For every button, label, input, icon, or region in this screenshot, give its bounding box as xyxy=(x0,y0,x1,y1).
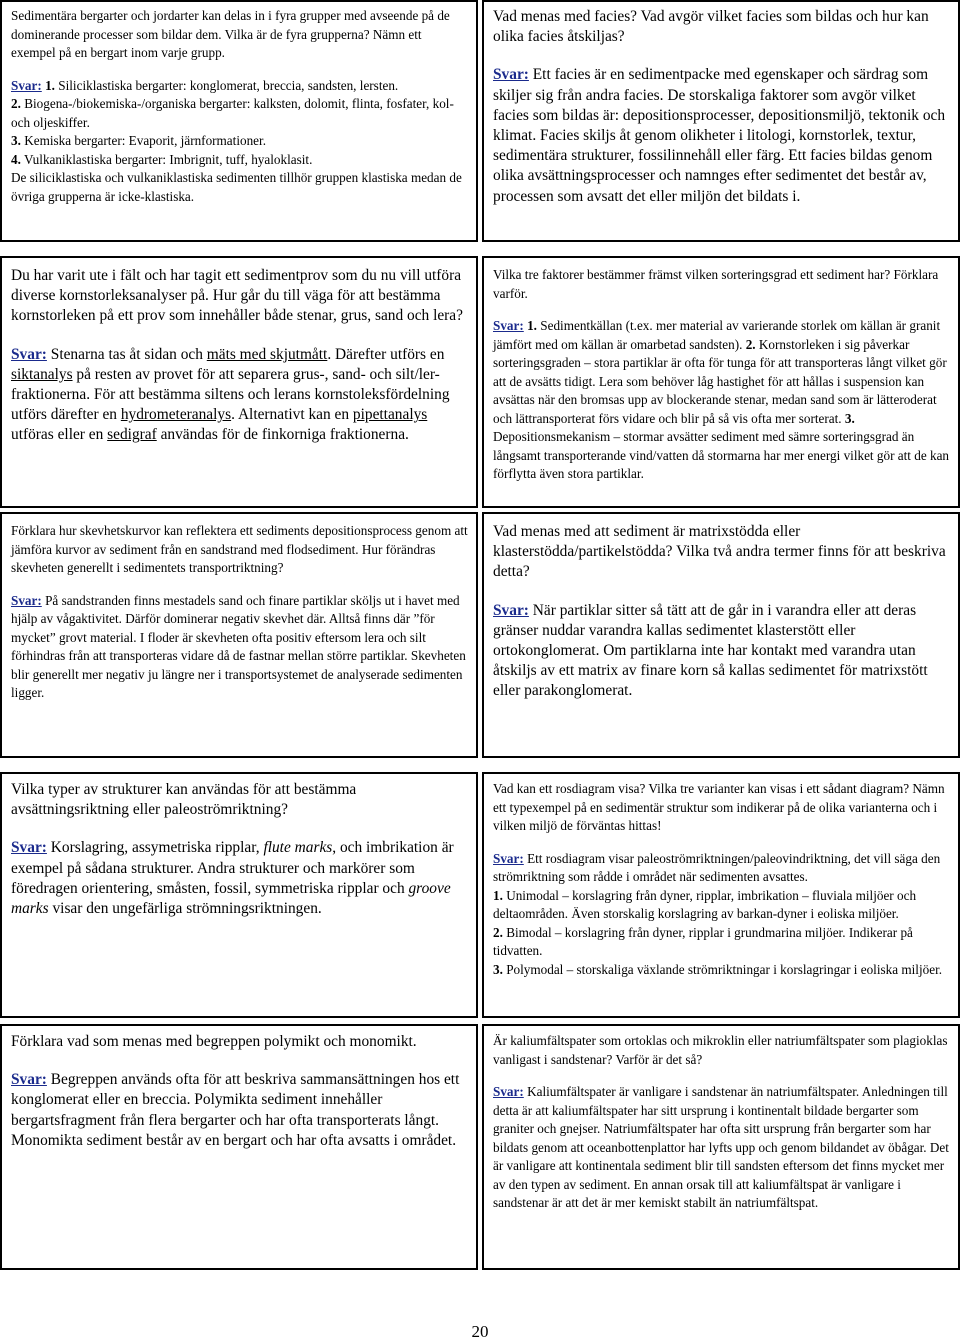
card-polymict-monomict xyxy=(0,1024,478,1270)
answer-text: Svar: Ett rosdiagram visar paleoströmriktningen/paleovindriktning, det vill säga den strömriktning som rådde i området när sedimenten avsattes. xyxy=(493,850,941,884)
answer-text: Svar: 1. Sedimentkällan (t.ex. mer material av varierande storlek om källan är granit jämfört med om källan är omarbetad sandsten). 2. Kornstorleken i sig påverkar sorteringsgraden – stora partiklar är ofta för tunga för att transporteras långt vilket gör att de avsätts tidigt. Lera som behöver låg hastighet för att hållas i suspension kan avsättas när den bromsas upp av blockerande stenar, medan sand som är lätteroderat och lättransporterat förs vidare och blir på så vis ofta mer sorterat. 3. Depositionsmekanism – stormar avsätter sediment med sämre sorteringsgrad än långsamt transporterande vind/vatten då stormarna har mer energi vilket gör att de kan förflytta även stora partiklar. xyxy=(493,318,950,481)
answer-item: 1. Unimodal – korslagring från dyner, ripplar, imbrikation – fluviala miljöer och deltaområden. Även storskalig korslagring av barkan-dyner i eoliska miljöer. xyxy=(493,887,917,921)
question-text: Är kaliumfältspater som ortoklas och mikroklin eller natriumfältspater som plagioklas vanligast i sandstenar? Varför är det så? xyxy=(493,1033,948,1067)
answer-text: Svar: Kaliumfältspater är vanligare i sandstenar än natriumfältspater. Anledningen till detta är att kaliumfältspater har sitt ursprung i kontinentalt bildade bergarter som graniter och gnejser. Natriumfältspater har ofta sitt ursprung från bergarter som har bildats genom att oceanbottenplattor har lyfts upp och genom bildandet av öbågar. Det är vanligare att kontinentala sediment blir till sandsten eftersom det finns mycket mer av den typen av sediment. En annan orsak till att kaliumfältspat är vanligare i sandstenar är att det är mer kemiskt stabilt än natriumfältspat. xyxy=(493,1084,949,1210)
answer-item: 3. Polymodal – storskaliga växlande strömriktningar i korslagringar i eoliska miljöer. xyxy=(493,961,943,977)
answer-text: Svar: Ett facies är en sedimentpacke med egenskaper och särdrag som skiljer sig från andra facies. De storskaliga faktorer som avgör vilket facies som bildas är: depositionsprocesser, depositionsmiljö, tektonik och klimat. Facies skiljs åt genom olikheter i litologi, kornstorlek, textur, sedimentära strukturer, fossilinnehåll eller färg. Ett facies bildas genom olika avsättningsprocesser och namnges efter sedimentet det består av, processen som avsatt det eller miljön det bildats i. xyxy=(493,66,946,205)
svar-label: Svar: xyxy=(493,66,529,84)
svar-label: Svar: xyxy=(11,839,47,857)
svar-label: Svar: xyxy=(11,345,47,363)
answer-text: Svar: På sandstranden finns mestadels sand och finare partiklar sköljs ut i havet med hjälp av vågaktivitet. Därför dominerar negativ skevhet där. Alltså finns där ”för mycket” grovt material. I floder är skevheten ofta positiv eftersom lera och silt förhindras från att transporteras vidare då de fastnar mellan större partiklar. Skevheten blir generellt mer negativ ju längre ner i transportsystemet de analyserade sedimenten ligger. xyxy=(11,592,466,700)
page-number: 20 xyxy=(471,1322,489,1341)
question-text: Förklara vad som menas med begreppen polymikt och monomikt. xyxy=(11,1033,417,1050)
answer-text: Svar: Korslagring, assymetriska ripplar, flute marks, och imbrikation är exempel på sådana strukturer. Andra strukturer och markörer som föredragen orientering, småsten, fossil, symmetriska ripplar och groove marks visar den ungefärliga strömningsriktningen. xyxy=(11,839,454,918)
card-rose-diagram xyxy=(482,772,960,1018)
answer-tail: De siliciklastiska och vulkaniklastiska sedimenten tillhör gruppen klastiska medan de övriga grupperna är icke-klastiska. xyxy=(11,170,462,204)
card-rock-groups xyxy=(0,0,478,242)
card-feldspar xyxy=(482,1024,960,1270)
answer-text: Svar: Stenarna tas åt sidan och mäts med skjutmått. Därefter utförs en siktanalys på resten av provet för att separera grus-, sand- och silt/ler-fraktionerna. För att bestämma siltens och lerans kornstoleksfördelning utförs därefter en hydrometeranalys. Alternativt kan en pipettanalys utföras eller en sedigraf användas för de finkorniga fraktionerna. xyxy=(11,345,450,444)
card-matrix-supported xyxy=(482,512,960,758)
card-sorting-factors xyxy=(482,256,960,508)
answer-item: 4. Vulkaniklastiska bergarter: Imbrignit, tuff, hyaloklasit. xyxy=(11,151,313,167)
svar-label: Svar: xyxy=(493,850,524,866)
question-text: Vilka typer av strukturer kan användas för att bestämma avsättningsriktning eller paleoströmriktning? xyxy=(11,781,357,819)
svar-label: Svar: xyxy=(11,592,42,608)
svar-label: Svar: xyxy=(11,77,42,93)
answer-item: 3. Kemiska bergarter: Evaporit, järnformationer. xyxy=(11,133,266,148)
answer-item: 2. Biogena-/biokemiska-/organiska bergarter: kalksten, dolomit, flinta, fosfater, kol- och oljeskiffer. xyxy=(11,96,454,130)
question-text: Vad menas med facies? Vad avgör vilket facies som bildas och hur kan olika facies åtskiljas? xyxy=(493,8,929,46)
answer-text: Svar: 1. Siliciklastiska bergarter: konglomerat, breccia, sandsten, lersten. xyxy=(11,77,399,93)
card-facies xyxy=(482,0,960,242)
answer-text: Svar: Begreppen används ofta för att beskriva sammansättningen hos ett konglomerat eller en breccia. Polymikta sediment innehåller bergartsfragment från flera bergarter och har ofta transporterats långt. Monomikta sediment består av en bergart och har ofta avsatts i området. xyxy=(11,1071,460,1149)
card-grain-size-analysis xyxy=(0,256,478,508)
svar-label: Svar: xyxy=(493,318,524,333)
svar-label: Svar: xyxy=(493,601,529,619)
card-skewness-curves xyxy=(0,512,478,758)
question-text: Du har varit ute i fält och har tagit ett sedimentprov som du nu vill utföra diverse kornstorleksanalyser på. Hur går du till väga för att bestämma kornstorleken på ett prov som innehåller både stenar, grus, sand och lera? xyxy=(11,267,463,325)
answer-item: 2. Bimodal – korslagring från dyner, ripplar i grundmarina miljöer. Indikerar på tidvatten. xyxy=(493,924,913,958)
svar-label: Svar: xyxy=(11,1071,47,1089)
card-flow-structures xyxy=(0,772,478,1018)
question-text: Sedimentära bergarter och jordarter kan delas in i fyra grupper med avseende på de dominerande processer som bildar dem. Vilka är de fyra grupperna? Nämn ett exempel på en bergart inom varje grupp. xyxy=(11,8,450,60)
svar-label: Svar: xyxy=(493,1084,524,1099)
question-text: Vilka tre faktorer bestämmer främst vilken sorteringsgrad ett sediment har? Förklara varför. xyxy=(493,267,939,301)
question-text: Vad menas med att sediment är matrixstödda eller klasterstödda/partikelstödda? Vilka två andra termer finns för att beskriva detta? xyxy=(493,523,946,581)
question-text: Förklara hur skevhetskurvor kan reflektera ett sediments depositionsprocess genom att jämföra kurvor av sediment från en sandstrand med flodsediment. Hur förändras skevheten generellt i sedimentets transportriktning? xyxy=(11,523,468,575)
question-text: Vad kan ett rosdiagram visa? Vilka tre varianter kan visas i ett sådant diagram? Nämn ett typexempel på en sedimentär struktur som indikerar på de olika varianterna och i vilken miljö de förväntas hittas! xyxy=(493,781,945,833)
answer-text: Svar: När partiklar sitter så tätt att de går in i varandra eller att deras gränser nuddar varandra kallas sedimentet klasterstött eller ortokonglomerat. Om partiklarna inte har kontakt med varandra utan åtskiljs av ett matrix av finare korn så kallas sedimentet för matrixstött eller parakonglomerat. xyxy=(493,601,928,700)
